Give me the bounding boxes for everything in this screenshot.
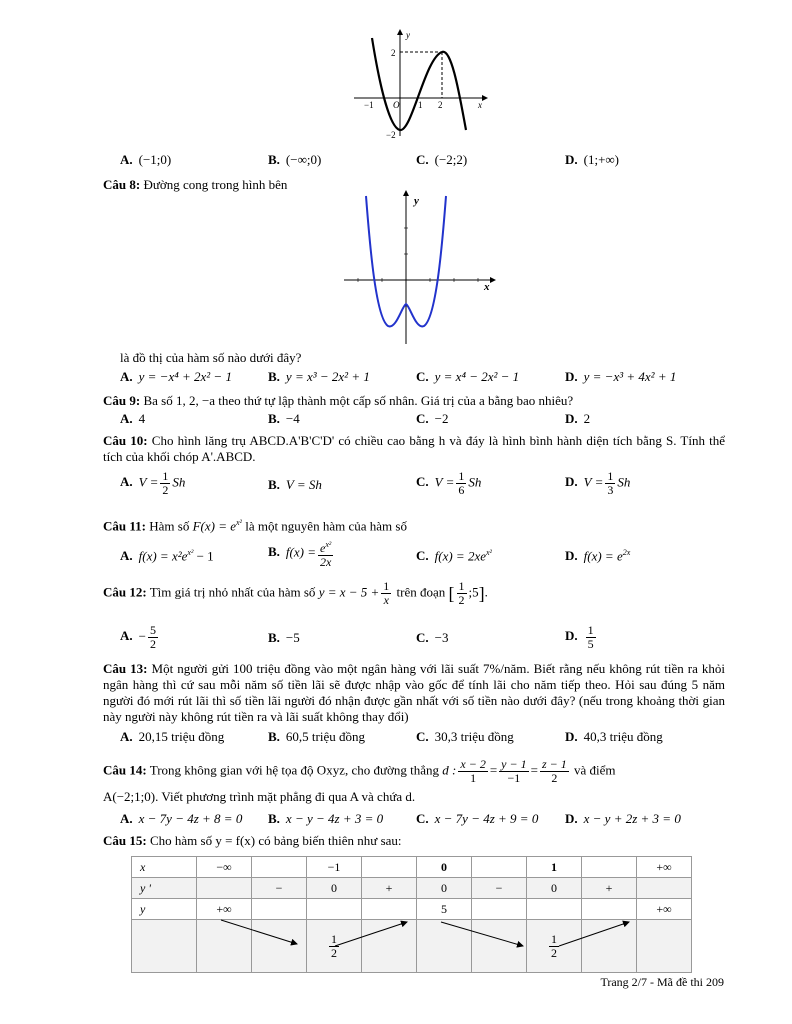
q9-option-c: C. −2 (416, 411, 449, 426)
cubic-graph (350, 28, 490, 140)
q12-option-c: C. −3 (416, 630, 449, 645)
q7-option-b: B. (−∞;0) (268, 152, 322, 167)
q14-option-a: A. x − 7y − 4z + 8 = 0 (120, 811, 243, 826)
q8-after: là đồ thị của hàm số nào dưới đây? (120, 350, 302, 365)
x-axis-label-2: x (484, 281, 490, 293)
q8-option-c: C. y = x⁴ − 2x² − 1 (416, 369, 520, 384)
tick-yneg2: −2 (386, 130, 396, 140)
tick-2: 2 (438, 100, 443, 110)
origin-label: O (393, 100, 400, 110)
q10-option-b: B. V = Sh (268, 477, 322, 492)
q11-text: Câu 11: Hàm số $F(x) = e^{x^2}$ là một nguyên hàm của hàm số (103, 518, 407, 534)
table-row-yprime: y ' − 0 + 0 − 0 + (132, 878, 692, 899)
q14-option-b: B. x − y − 4z + 3 = 0 (268, 811, 384, 826)
q14-option-d: D. x − y + 2z + 3 = 0 (565, 811, 681, 826)
q10-option-a: A. V = $\frac{1}{2}$ Sh (120, 469, 186, 497)
q9-option-b: B. −4 (268, 411, 300, 426)
tick-1: 1 (418, 100, 423, 110)
q12-option-b: B. −5 (268, 630, 300, 645)
q11-option-a: A. $f(x) = x^2e^{x^2} - 1$ (120, 548, 214, 564)
q9-option-a: A. 4 (120, 411, 146, 426)
q8-option-d: D. y = −x³ + 4x² + 1 (565, 369, 677, 384)
tick-y2: 2 (391, 48, 396, 58)
q12-text: Câu 12: Tìm giá trị nhỏ nhất của hàm số y = x − 5 + $\frac{1}{x}$ trên đoạn [ $\frac{1}{2}$ ;5]. (103, 579, 488, 607)
table-row-y-top: y +∞ 5 +∞ (132, 899, 692, 920)
q11-option-d: D. $f(x) = e^{2x}$ (565, 548, 631, 564)
tick-neg1: −1 (364, 100, 374, 110)
q13-option-a: A. 20,15 triệu đồng (120, 729, 225, 744)
quartic-graph (340, 188, 500, 348)
q7-option-c: C. (−2;2) (416, 152, 468, 167)
q8-option-a: A. y = −x⁴ + 2x² − 1 (120, 369, 232, 384)
q12-option-a: A. − $\frac{5}{2}$ (120, 623, 156, 651)
q15-text: Câu 15: Cho hàm số y = f(x) có bảng biến thiên như sau: (103, 833, 402, 848)
table-row-y-bottom: $\frac{1}{2}$ $\frac{1}{2}$ (132, 920, 692, 973)
y-axis-label: y (406, 30, 410, 40)
variation-arrows (131, 856, 697, 976)
q11-option-b: B. f(x) = $\frac{e^{x^2}}{2x}$ (268, 540, 332, 569)
q10-option-d: D. V = $\frac{1}{3}$ Sh (565, 469, 631, 497)
page-footer: Trang 2/7 - Mã đề thi 209 (600, 975, 724, 989)
q11-option-c: C. $f(x) = 2xe^{x^2}$ (416, 548, 492, 564)
q7-option-a: A. (−1;0) (120, 152, 172, 167)
q8-option-b: B. y = x³ − 2x² + 1 (268, 369, 370, 384)
x-axis-label: x (478, 100, 482, 110)
q14-text: Câu 14: Trong không gian với hệ tọa độ Oxyz, cho đường thẳng d : $\frac{x - 2}{1}$ = $\frac{y - 1}{-1}$ = $\frac{z - 1}{2}$ và điểm (103, 757, 616, 785)
q10-option-c: C. V = $\frac{1}{6}$ Sh (416, 469, 482, 497)
q13-option-c: C. 30,3 triệu đồng (416, 729, 514, 744)
table-row-x: x −∞ −1 0 1 +∞ (132, 857, 692, 878)
q13-text: Câu 13: Một người gửi 100 triệu đồng vào một ngân hàng với lãi suất 7%/năm. Biết rằng nếu không rút tiền ra khỏi ngân hàng thì cứ sau mỗi năm số tiền lãi sẽ được nhập vào gốc để tính lãi cho năm tiếp theo. Hỏi sau đúng 5 năm người đó mới rút lãi thì số tiền lãi người đó nhận được gần nhất với số tiền nào dưới đây? (nếu trong khoảng thời gian này người này không rút tiền ra và lãi suất không thay đổi) (103, 661, 726, 724)
q7-option-d: D. (1;+∞) (565, 152, 620, 167)
q9-text: Câu 9: Ba số 1, 2, −a theo thứ tự lập thành một cấp số nhân. Giá trị của a bằng bao nhiêu? (103, 393, 574, 408)
q14-option-c: C. x − 7y − 4z + 9 = 0 (416, 811, 539, 826)
y-axis-label-2: y (414, 195, 419, 207)
q12-option-d: D. $\frac{1}{5}$ (565, 623, 594, 651)
q14-line2: A(−2;1;0). Viết phương trình mặt phẳng đi qua A và chứa d. (103, 789, 416, 804)
q8-text: Câu 8: Đường cong trong hình bên (103, 177, 288, 192)
q10-text: Câu 10: Cho hình lăng trụ ABCD.A'B'C'D' có chiều cao bằng h và đáy là hình bình hành diện tích bằng S. Tính thể tích của khối chóp A'.ABCD. (103, 433, 726, 464)
q13-option-d: D. 40,3 triệu đồng (565, 729, 663, 744)
q13-option-b: B. 60,5 triệu đồng (268, 729, 365, 744)
q9-option-d: D. 2 (565, 411, 591, 426)
